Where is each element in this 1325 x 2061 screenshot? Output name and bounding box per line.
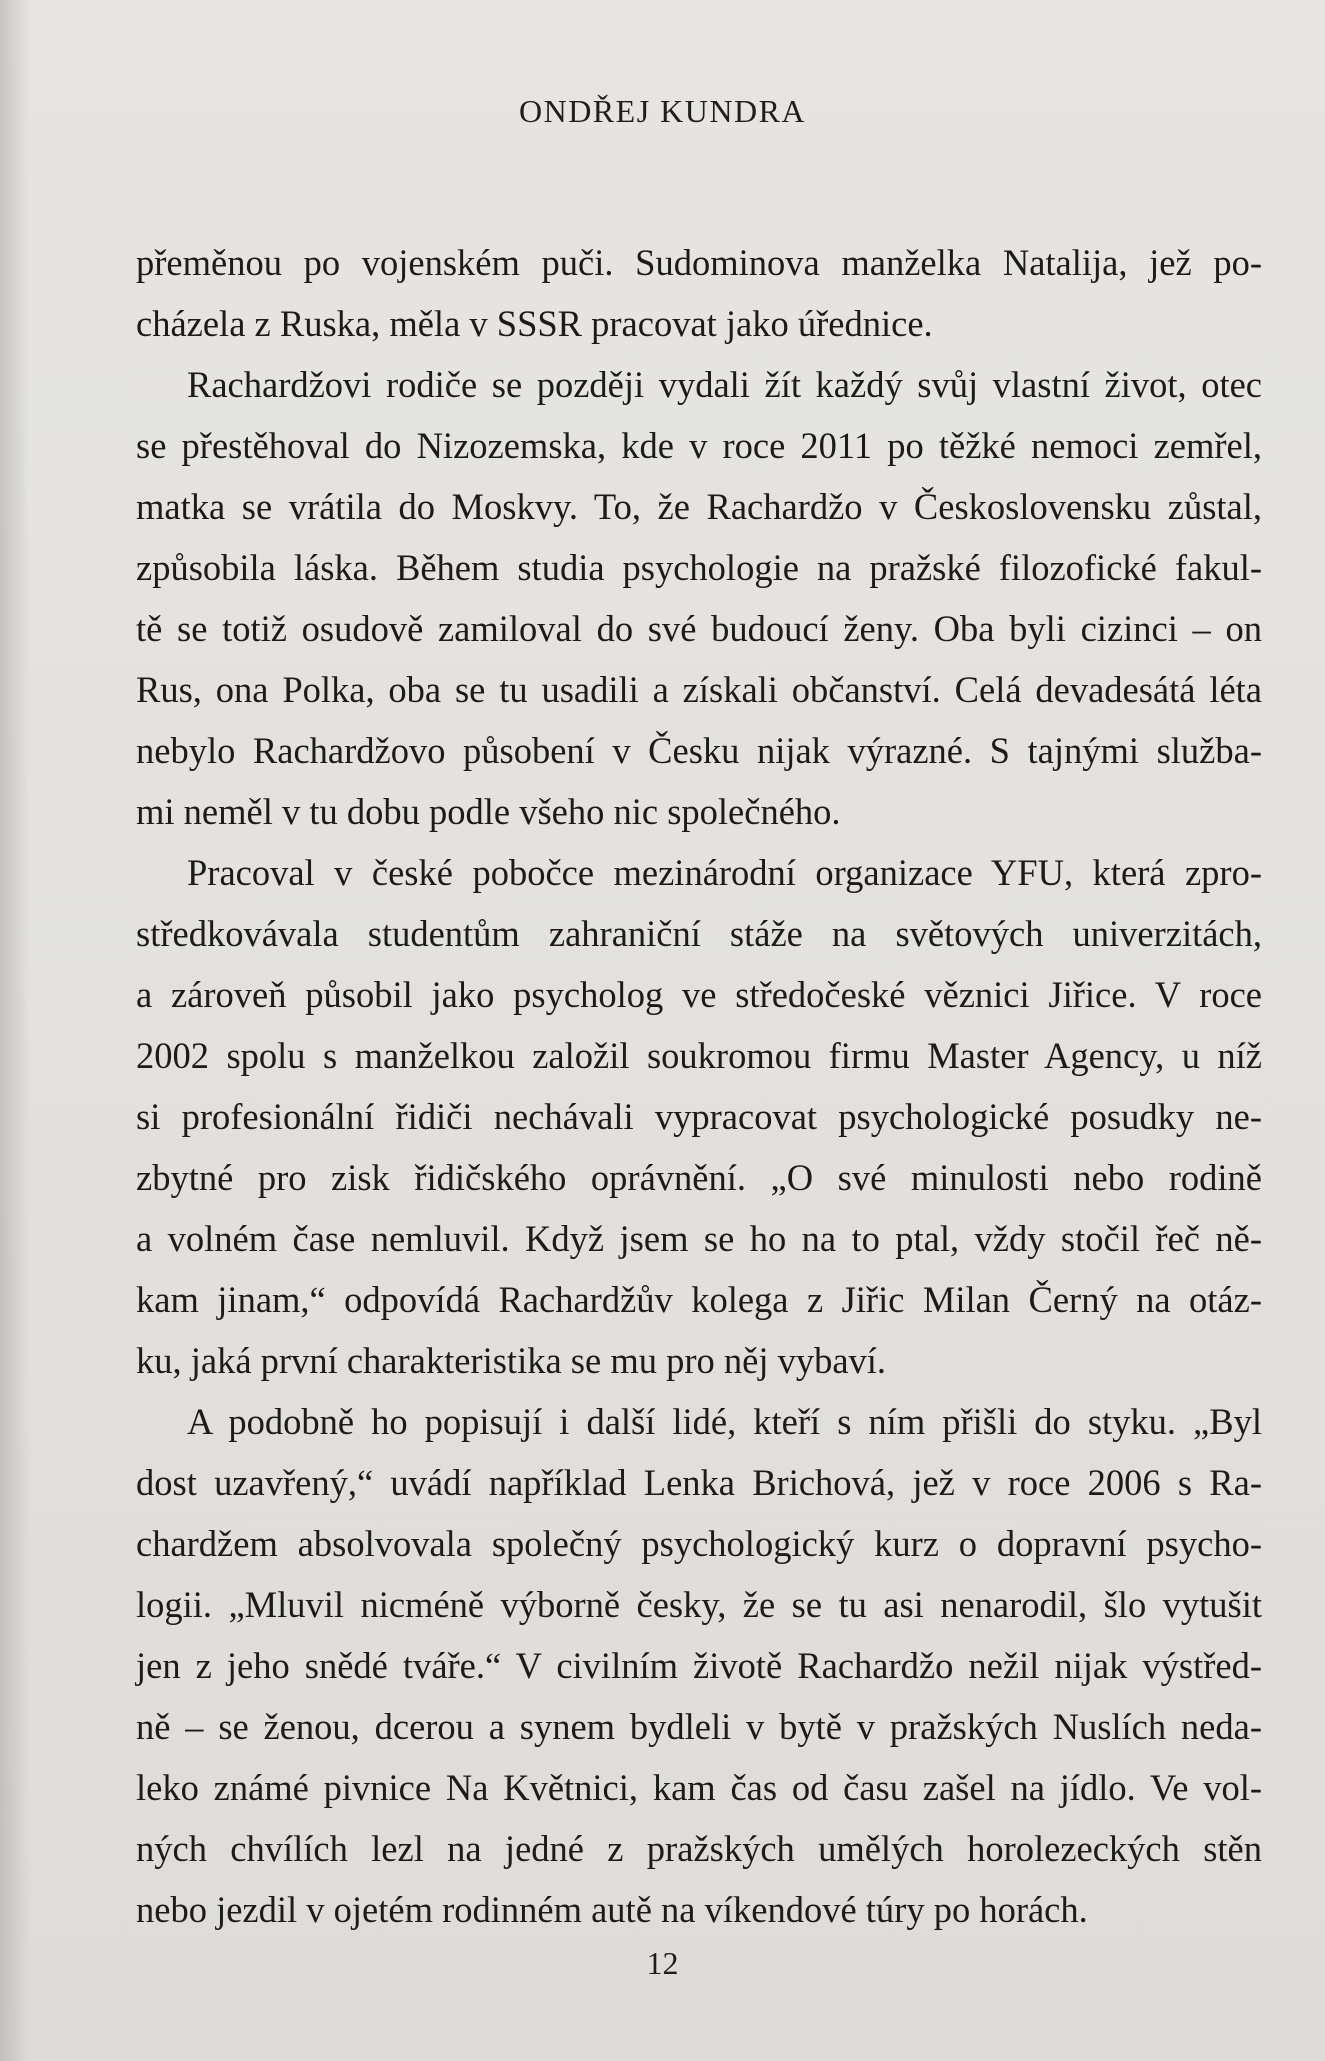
text-line: leko známé pivnice Na Květnici, kam čas od času zašel na jídlo. Ve vol- bbox=[136, 1767, 1262, 1808]
text-line: jen z jeho snědé tváře.“ V civilním životě Rachardžo nežil nijak výstřed- bbox=[136, 1645, 1262, 1686]
text-line: přeměnou po vojenském puči. Sudominova manželka Natalija, jež po- bbox=[136, 242, 1262, 283]
text-line: a zároveň působil jako psycholog ve středočeské věznici Jiřice. V roce bbox=[136, 974, 1262, 1015]
text-line: logii. „Mluvil nicméně výborně česky, že se tu asi nenarodil, šlo vytušit bbox=[136, 1584, 1262, 1625]
text-line: Rus, ona Polka, oba se tu usadili a získali občanství. Celá devadesátá léta bbox=[136, 669, 1262, 710]
text-line: nebo jezdil v ojetém rodinném autě na víkendové túry po horách. bbox=[136, 1889, 1088, 1930]
text-line: kam jinam,“ odpovídá Rachardžův kolega z Jiřic Milan Černý na otáz- bbox=[136, 1279, 1262, 1320]
text-line: cházela z Ruska, měla v SSSR pracovat jako úřednice. bbox=[136, 303, 933, 344]
text-line: si profesionální řidiči nechávali vypracovat psychologické posudky ne- bbox=[136, 1096, 1262, 1137]
text-line: dost uzavřený,“ uvádí například Lenka Brichová, jež v roce 2006 s Ra- bbox=[136, 1462, 1262, 1503]
text-line: ných chvílích lezl na jedné z pražských umělých horolezeckých stěn bbox=[136, 1828, 1262, 1869]
text-line: nebylo Rachardžovo působení v Česku nijak výrazné. S tajnými služba- bbox=[136, 730, 1262, 771]
text-line: chardžem absolvovala společný psychologický kurz o dopravní psycho- bbox=[136, 1523, 1262, 1564]
text-line: tě se totiž osudově zamiloval do své budoucí ženy. Oba byli cizinci – on bbox=[136, 608, 1262, 649]
text-line: Pracoval v české pobočce mezinárodní organizace YFU, která zpro- bbox=[187, 852, 1262, 893]
body-text bbox=[136, 232, 1262, 1940]
text-line: 2002 spolu s manželkou založil soukromou firmu Master Agency, u níž bbox=[136, 1035, 1262, 1076]
page-number: 12 bbox=[646, 1945, 679, 1981]
text-line: matka se vrátila do Moskvy. To, že Rachardžo v Československu zůstal, bbox=[136, 486, 1262, 527]
text-line: se přestěhoval do Nizozemska, kde v roce 2011 po těžké nemoci zemřel, bbox=[136, 425, 1262, 466]
text-line: mi neměl v tu dobu podle všeho nic společného. bbox=[136, 791, 841, 832]
text-line: A podobně ho popisují i další lidé, kteří s ním přišli do styku. „Byl bbox=[187, 1401, 1262, 1442]
text-line: Rachardžovi rodiče se později vydali žít každý svůj vlastní život, otec bbox=[187, 364, 1262, 405]
text-line: zbytné pro zisk řidičského oprávnění. „O své minulosti nebo rodině bbox=[136, 1157, 1262, 1198]
text-line: způsobila láska. Během studia psychologie na pražské filozofické fakul- bbox=[136, 547, 1262, 588]
text-line: středkovávala studentům zahraniční stáže na světových univerzitách, bbox=[136, 913, 1262, 954]
text-line: ku, jaká první charakteristika se mu pro něj vybaví. bbox=[136, 1340, 887, 1381]
text-line: a volném čase nemluvil. Když jsem se ho na to ptal, vždy stočil řeč ně- bbox=[136, 1218, 1262, 1259]
running-head-author: ONDŘEJ KUNDRA bbox=[518, 93, 807, 129]
text-line: ně – se ženou, dcerou a synem bydleli v bytě v pražských Nuslích neda- bbox=[136, 1706, 1262, 1747]
